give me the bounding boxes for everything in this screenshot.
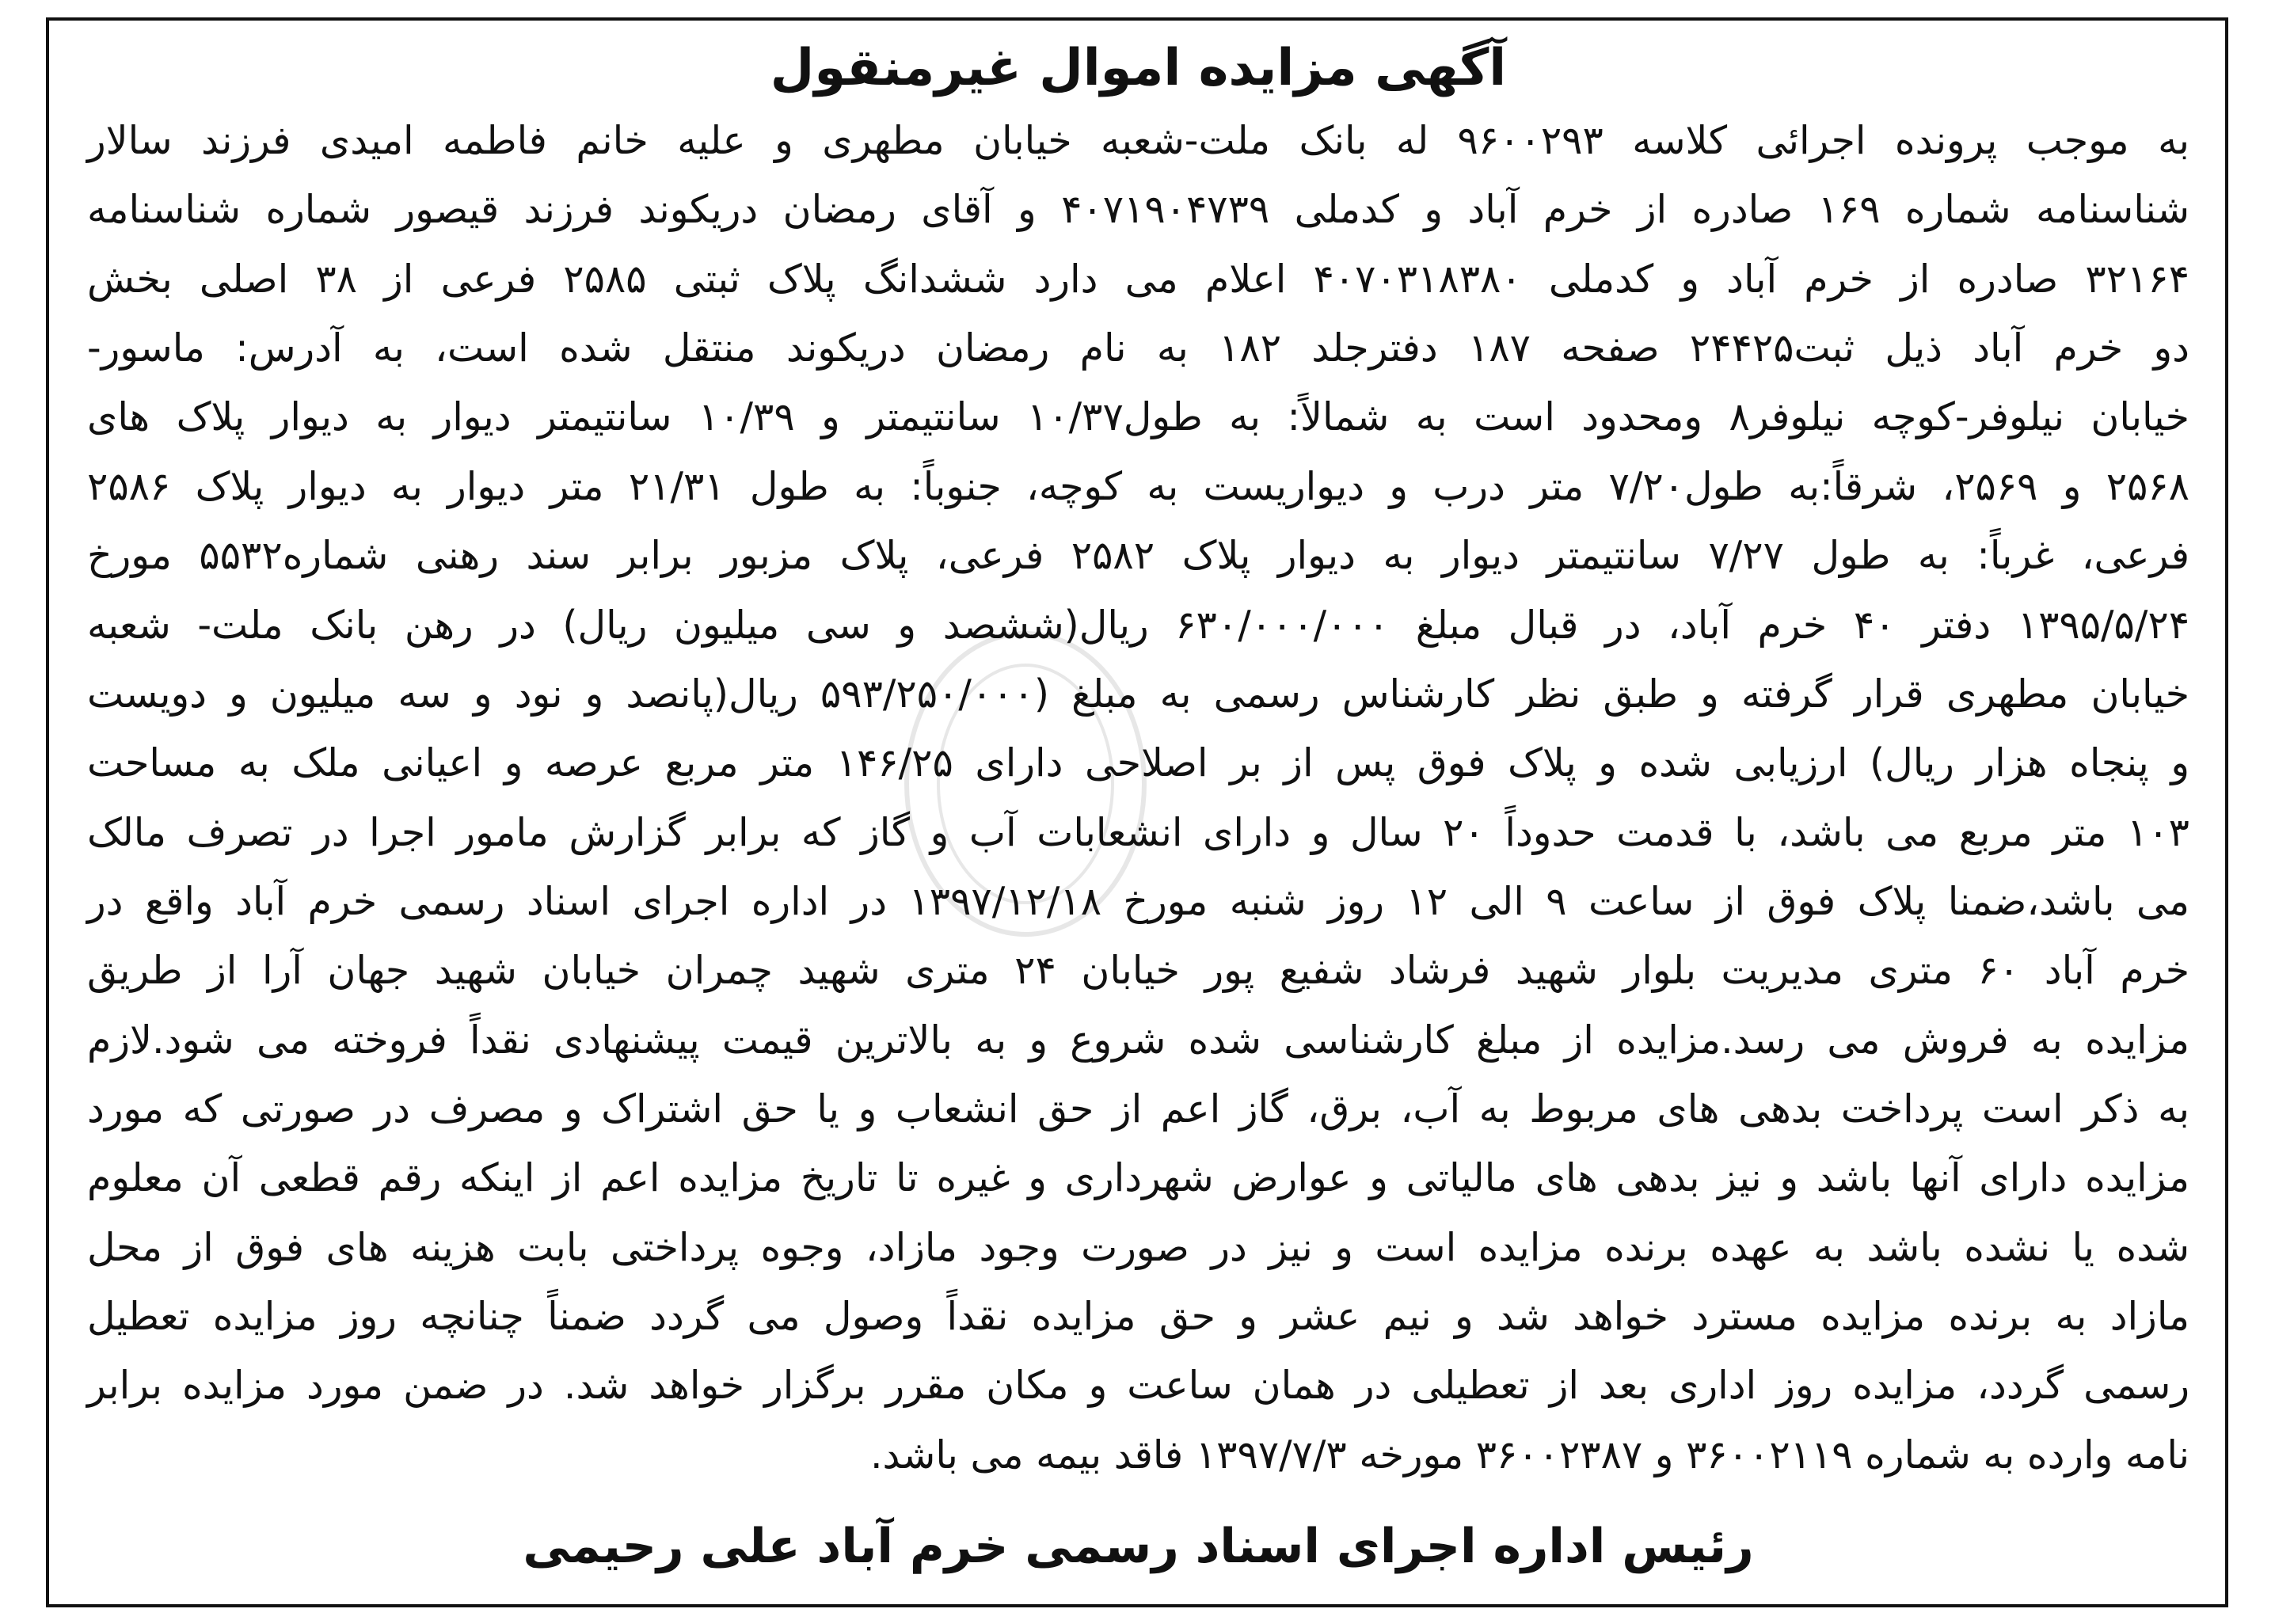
- notice-line: دو خرم آباد ذیل ثبت۲۴۴۲۵ صفحه ۱۸۷ دفترجلد ۱۸۲ به نام رمضان دریکوند منتقل شده است، به آدرس: ماسور-: [87, 325, 2189, 371]
- notice-line: خیابان نیلوفر-کوچه نیلوفر۸ ومحدود است به شمالاً: به طول۱۰/۳۷ سانتیمتر و ۱۰/۳۹ سانتیمتر دیوار به دیوار پلاک های: [87, 394, 2189, 440]
- notice-line: و پنجاه هزار ریال) ارزیابی شده و پلاک فوق پس از بر اصلاحی دارای ۱۴۶/۲۵ متر مربع عرصه و اعیانی ملک به مساحت: [87, 740, 2189, 786]
- notice-line: مزایده به فروش می رسد.مزایده از مبلغ کارشناسی شده شروع و به بالاترین قیمت پیشنهادی نقداً فروخته می شود.لازم: [87, 1017, 2189, 1063]
- notice-title: آگهی مزایده اموال غیرمنقول: [770, 39, 1507, 97]
- notice-line: به ذکر است پرداخت بدهی های مربوط به آب، برق، گاز اعم از حق انشعاب و یا حق اشتراک و مصرف در صورتی که مورد: [87, 1086, 2189, 1132]
- notice-line: ۳۲۱۶۴ صادره از خرم آباد و کدملی ۴۰۷۰۳۱۸۳۸۰ اعلام می دارد ششدانگ پلاک ثبتی ۲۵۸۵ فرعی از ۳۸ اصلی بخش: [87, 256, 2189, 302]
- notice-line: خیابان مطهری قرار گرفته و طبق نظر کارشناس رسمی به مبلغ (۵۹۳/۲۵۰/۰۰۰ ریال(پانصد و نود و سه میلیون و دویست: [87, 671, 2189, 717]
- notice-line: ۱۰۳ متر مربع می باشد، با قدمت حدوداً ۲۰ سال و دارای انشعابات آب و گاز که برابر گزارش مامور اجرا در تصرف مالک: [87, 809, 2189, 855]
- notice-line-last: نامه وارده به شماره ۳۶۰۰۲۱۱۹ و ۳۶۰۰۲۳۸۷ مورخه ۱۳۹۷/۷/۳ فاقد بیمه می باشد.: [869, 1432, 2189, 1478]
- notice-body: [87, 109, 2189, 1487]
- notice-line: مزایده دارای آنها باشد و نیز بدهی های مالیاتی و عوارض شهرداری و غیره تا تاریخ مزایده اعم از اینکه رقم قطعی آن معلوم: [87, 1155, 2189, 1201]
- notice-line: رسمی گردد، مزایده روز اداری بعد از تعطیلی در همان ساعت و مکان مقرر برگزار خواهد شد. در ضمن مورد مزایده برابر: [87, 1363, 2189, 1409]
- notice-line: ۲۵۶۸ و ۲۵۶۹، شرقاً:به طول۷/۲۰ متر درب و دیواریست به کوچه، جنوباً: به طول ۲۱/۳۱ متر دیوار به دیوار پلاک ۲۵۸۶: [87, 463, 2189, 509]
- notice-line: مازاد به برنده مزایده مسترد خواهد شد و نیم عشر و حق مزایده نقداً وصول می گردد ضمناً چنانچه روز مزایده تعطیل: [87, 1294, 2189, 1340]
- notice-line: خرم آباد ۶۰ متری مدیریت بلوار شهید فرشاد شفیع پور خیابان ۲۴ متری شهید چمران خیابان شهید جهان آرا از طریق: [87, 948, 2189, 994]
- notice-line: شده یا نشده باشد به عهده برنده مزایده است و نیز در صورت وجود مازاد، وجوه پرداختی بابت هزینه های فوق از محل: [87, 1224, 2189, 1270]
- notice-line: به موجب پرونده اجرائی کلاسه ۹۶۰۰۲۹۳ له بانک ملت-شعبه خیابان مطهری و علیه خانم فاطمه امیدی فرزند سالار: [87, 118, 2189, 163]
- auction-notice: [87, 30, 2189, 1606]
- notice-line: ۱۳۹۵/۵/۲۴ دفتر ۴۰ خرم آباد، در قبال مبلغ ۶۳۰/۰۰۰/۰۰۰ ریال(ششصد و سی میلیون ریال) در رهن بانک ملت- شعبه: [87, 602, 2190, 648]
- signature-line: رئیس اداره اجرای اسناد رسمی خرم آباد علی رحیمی: [523, 1519, 1754, 1574]
- notice-line: فرعی، غرباً: به طول ۷/۲۷ سانتیمتر دیوار به دیوار پلاک ۲۵۸۲ فرعی، پلاک مزبور برابر سند رهنی شماره۵۵۳۲ مورخ: [87, 533, 2189, 579]
- notice-line: شناسنامه شماره ۱۶۹ صادره از خرم آباد و کدملی ۴۰۷۱۹۰۴۷۳۹ و آقای رمضان دریکوند فرزند قیصور شماره شناسنامه: [87, 187, 2190, 233]
- notice-line: می باشد،ضمنا پلاک فوق از ساعت ۹ الی ۱۲ روز شنبه مورخ ۱۳۹۷/۱۲/۱۸ در اداره اجرای اسناد رسمی خرم آباد واقع در: [87, 878, 2190, 924]
